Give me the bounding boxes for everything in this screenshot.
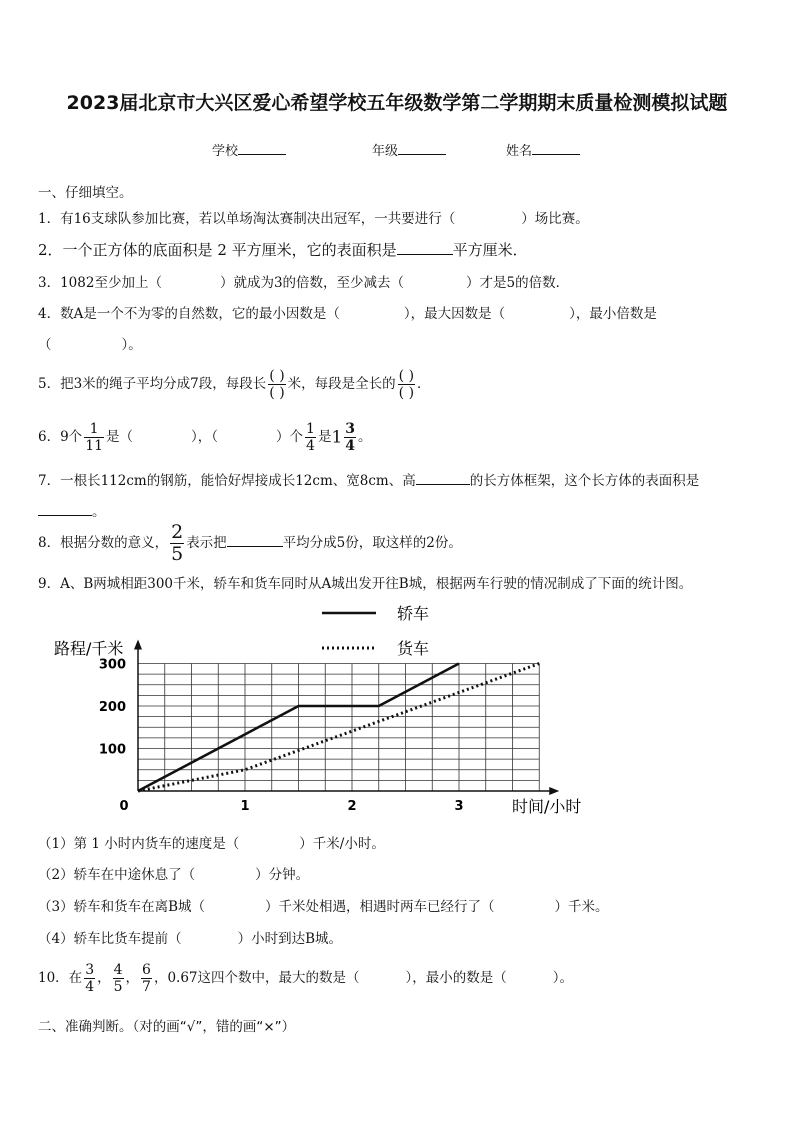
x-tick-label: 0 [119,799,129,814]
question-10: 10．在 $\frac{3}{4}$ ， $\frac{4}{5}$ ， $\frac{6}{7}$ ，0.67这四个数中，最大的数是（ ），最小的数是（ ）。 [38,962,574,995]
question-3: 3．1082至少加上（ ）就成为3的倍数，至少减去（ ）才是5的倍数． [38,275,570,291]
chart-legend [322,604,429,658]
y-tick-label: 200 [98,700,126,715]
chart-grid [138,664,539,792]
question-6: 6．9个 $\frac{1}{11}$ 是（ ），（ ）个 $\frac{1}{4}$ 是1 $\frac{3}{4}$ 。 [38,421,372,454]
y-tick-label: 100 [98,742,126,758]
x-axis-label: 时间/小时 [512,797,582,816]
x-tick-label: 2 [347,799,357,814]
legend-label-2: 货车 [397,639,430,658]
y-axis-arrow [134,640,142,650]
question-4: 4．数A是一个不为零的自然数，它的最小因数是（ ），最大因数是（ ），最小倍数是 [38,306,657,322]
y-tick-label: 300 [98,657,126,673]
x-tick-label: 1 [240,799,250,814]
section-1-heading: 一、仔细填空。 [38,185,133,201]
question-7: 7．一根长112cm的钢筋，能恰好焊接成长12cm、宽8cm、高 的长方体框架，这个长方体的表面积是 [38,473,700,489]
school-field: 学校 [212,140,286,159]
chart-axes [134,640,559,796]
distance-time-chart [40,596,600,828]
question-9: 9．A、B两城相距300千米，轿车和货车同时从A城出发开往B城，根据两车行驶的情况制成了下面的统计图。 [38,576,693,592]
name-field: 姓名 [506,140,580,159]
x-tick-label: 3 [454,799,464,814]
y-axis-label: 路程/千米 [54,639,124,658]
question-9-sub-3: （3）轿车和货车在离B城（ ）千米处相遇，相遇时两车已经行了（ ）千米。 [38,899,609,915]
question-7-cont: 。 [38,500,106,520]
question-2: 2．一个正方体的底面积是 2 平方厘米，它的表面积是 平方厘米． [38,241,528,259]
question-9-sub-2: （2）轿车在中途休息了（ ）分钟。 [38,867,310,883]
page-title: 2023届北京市大兴区爱心希望学校五年级数学第二学期期末质量检测模拟试题 [66,92,728,114]
question-9-sub-4: （4）轿车比货车提前（ ）小时到达B城。 [38,931,343,947]
x-axis-arrow [549,787,559,795]
section-2-heading: 二、准确判断。（对的画“√”，错的画“×”） [38,1019,296,1035]
question-1: 1．有16支球队参加比赛，若以单场淘汰赛制决出冠军，一共要进行（ ）场比赛。 [38,211,589,227]
grade-field: 年级 [372,140,446,159]
question-5: 5．把3米的绳子平均分成7段，每段长 $\frac{( )}{( )}$ 米，每段是全长的 $\frac{( )}{( )}$ ． [38,368,431,401]
question-9-sub-1: （1）第 1 小时内货车的速度是（ ）千米/小时。 [38,836,385,852]
question-8: 8．根据分数的意义， $\frac{2}{5}$ 表示把 平均分成5份，取这样的2份。 [38,521,462,565]
question-4-cont: （ ）。 [38,337,142,353]
legend-label-1: 轿车 [397,604,430,623]
